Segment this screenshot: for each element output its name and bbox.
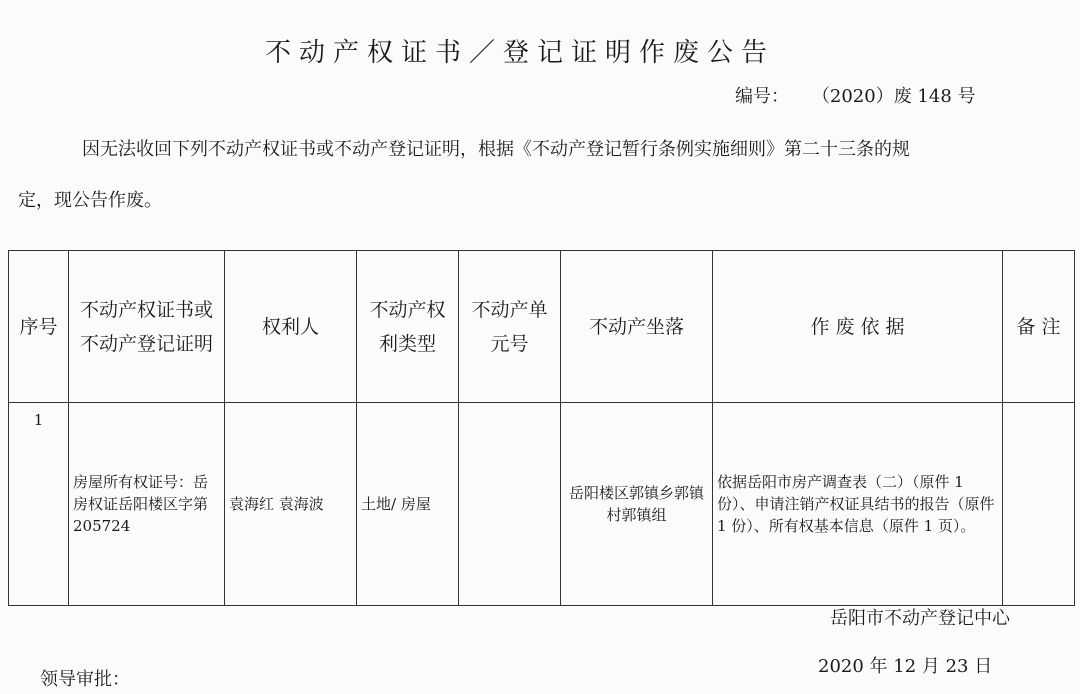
header-unit-no: 不动产单元号 [459, 251, 561, 403]
header-location: 不动产坐落 [561, 251, 713, 403]
notice-number-label: 编号： [735, 86, 789, 107]
cell-basis: 依据岳阳市房产调查表（二）（原件 1 份）、申请注销产权证具结书的报告（原件 1 份）、所有权基本信息（原件 1 页）。 [713, 403, 1003, 606]
header-owner: 权利人 [225, 251, 357, 403]
void-certificate-table [8, 250, 1075, 606]
header-basis: 作 废 依 据 [713, 251, 1003, 403]
notice-paragraph-line1: 因无法收回下列不动产权证书或不动产登记证明，根据《不动产登记暂行条例实施细则》第二十三条的规 [82, 139, 910, 160]
cell-location: 岳阳楼区郭镇乡郭镇村郭镇组 [561, 403, 713, 606]
cell-unit-no [459, 403, 561, 606]
notice-paragraph-line2: 定，现公告作废。 [18, 190, 162, 211]
table-row [9, 403, 1075, 606]
table-header-row [9, 251, 1075, 403]
cell-owners: 袁海红 袁海波 [225, 403, 357, 606]
approval-label: 领导审批： [40, 669, 130, 690]
notice-date: 2020 年 12 月 23 日 [818, 656, 993, 677]
issuing-authority: 岳阳市不动产登记中心 [830, 608, 1010, 629]
cell-remark [1003, 403, 1075, 606]
cell-index: 1 [9, 403, 69, 606]
header-index: 序号 [9, 251, 69, 403]
header-certificate: 不动产权证书或不动产登记证明 [69, 251, 225, 403]
notice-number [735, 82, 976, 108]
cell-right-type: 土地/ 房屋 [357, 403, 459, 606]
cell-certificate: 房屋所有权证号：岳房权证岳阳楼区字第 205724 [69, 403, 225, 606]
header-remark: 备 注 [1003, 251, 1075, 403]
notice-number-value: （2020）废 148 号 [811, 86, 976, 107]
header-right-type: 不动产权利类型 [357, 251, 459, 403]
notice-title: 不动产权证书／登记证明作废公告 [264, 38, 775, 68]
